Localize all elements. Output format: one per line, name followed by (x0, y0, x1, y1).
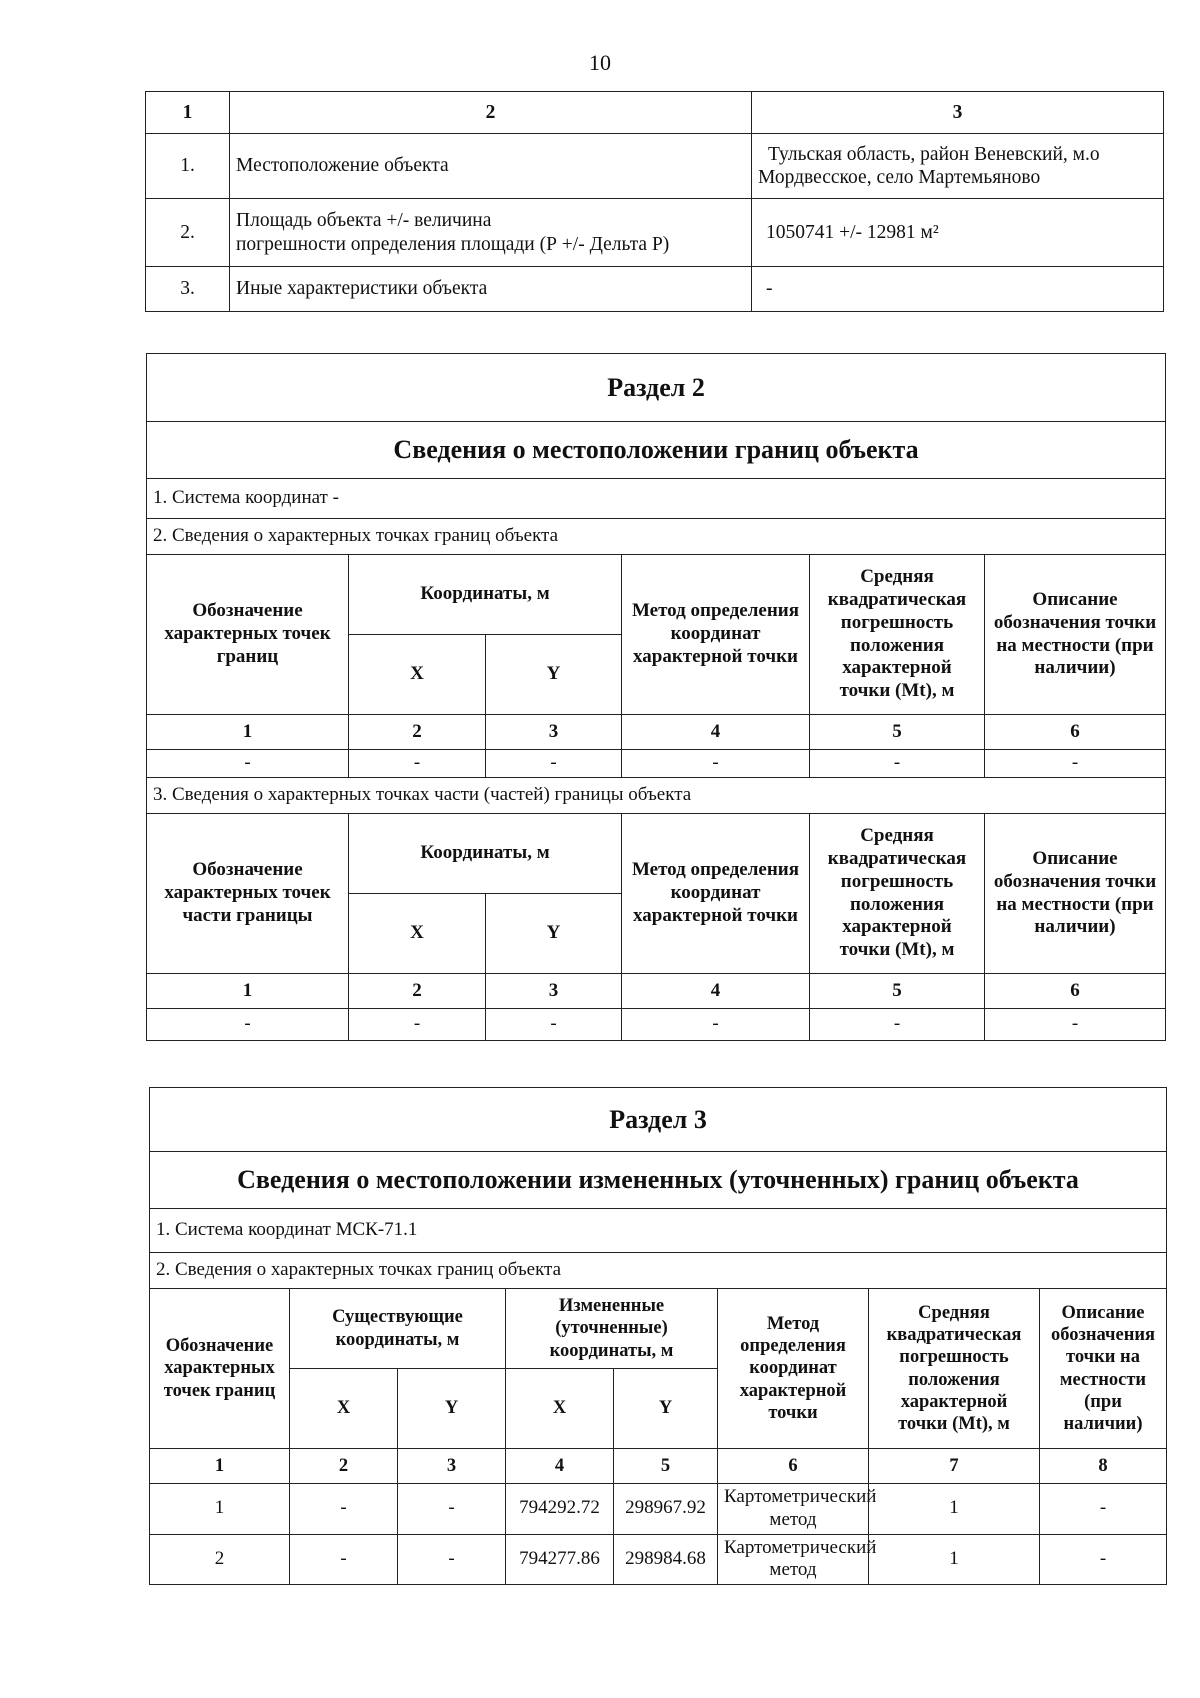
col-number: 2 (349, 974, 486, 1009)
col-number: 6 (985, 715, 1166, 750)
cell: - (622, 750, 810, 778)
col-description: Описание обозначения точки на местности (при наличии) (985, 555, 1166, 715)
section-2-table (146, 353, 1166, 1041)
section-subtitle: Сведения о местоположении границ объекта (147, 422, 1166, 479)
row-name (230, 199, 752, 267)
table-row (147, 1009, 1166, 1041)
col-coordinates: Координаты, м (349, 555, 622, 635)
col-error: Средняя квадратическая погрешность положения характерной точки (Mt), м (810, 814, 985, 974)
row-number: 3. (146, 267, 230, 312)
col-y: Y (614, 1369, 718, 1449)
cell: - (985, 1009, 1166, 1041)
changed-y: 298984.68 (614, 1534, 718, 1585)
cell: - (810, 1009, 985, 1041)
description: - (1040, 1484, 1167, 1535)
point-id: 1 (150, 1484, 290, 1535)
table-row (147, 750, 1166, 778)
col-x: X (506, 1369, 614, 1449)
table-header-row (146, 92, 1164, 134)
section-3-table (149, 1087, 1167, 1585)
points-heading: 2. Сведения о характерных точках границ объекта (150, 1253, 1167, 1289)
col-y: Y (398, 1369, 506, 1449)
col-number: 4 (622, 974, 810, 1009)
cell: - (147, 750, 349, 778)
cell: - (349, 1009, 486, 1041)
row-number: 1. (146, 134, 230, 199)
point-id: 2 (150, 1534, 290, 1585)
cell: - (622, 1009, 810, 1041)
existing-y: - (398, 1484, 506, 1535)
value-line: Мордвесское, село Мартемьяново (758, 167, 1041, 188)
col-number: 6 (985, 974, 1166, 1009)
error-value: 1 (869, 1484, 1040, 1535)
col-error: Средняя квадратическая погрешность положения характерной точки (Mt), м (869, 1289, 1040, 1449)
table-row (150, 1534, 1167, 1585)
col-number: 5 (810, 715, 985, 750)
col-designation: Обозначение характерных точек границ (147, 555, 349, 715)
col-error: Средняя квадратическая погрешность положения характерной точки (Mt), м (810, 555, 985, 715)
col-number: 7 (869, 1449, 1040, 1484)
coordinate-system: 1. Система координат - (147, 479, 1166, 519)
row-name: Местоположение объекта (230, 134, 752, 199)
row-name: Иные характеристики объекта (230, 267, 752, 312)
table-row (146, 267, 1164, 312)
col-designation-part: Обозначение характерных точек части границы (147, 814, 349, 974)
col-x: X (349, 635, 486, 715)
cell: - (486, 1009, 622, 1041)
object-characteristics-table (145, 91, 1164, 312)
col-number: 6 (718, 1449, 869, 1484)
table-row (150, 1484, 1167, 1535)
table-row (146, 199, 1164, 267)
changed-x: 794277.86 (506, 1534, 614, 1585)
value-line: Тульская область, район Веневский, м.о (768, 143, 1100, 165)
section-title: Раздел 2 (147, 354, 1166, 422)
row-value: - (752, 267, 1164, 312)
col-number: 2 (349, 715, 486, 750)
section-subtitle: Сведения о местоположении измененных (уточненных) границ объекта (150, 1152, 1167, 1209)
existing-y: - (398, 1534, 506, 1585)
error-value: 1 (869, 1534, 1040, 1585)
column-number-row (150, 1449, 1167, 1484)
col-method: Метод определения координат характерной точки (622, 814, 810, 974)
col-description: Описание обозначения точки на местности (при наличии) (1040, 1289, 1167, 1449)
points-heading: 2. Сведения о характерных точках границ объекта (147, 519, 1166, 555)
col-number: 2 (290, 1449, 398, 1484)
col-number: 3 (486, 974, 622, 1009)
col-x: X (349, 894, 486, 974)
column-number-row (147, 715, 1166, 750)
col-number: 4 (622, 715, 810, 750)
col-method: Метод определения координат характерной точки (718, 1289, 869, 1449)
col-changed-coordinates: Измененные (уточненные) координаты, м (506, 1289, 718, 1369)
header-cell: 1 (146, 92, 230, 134)
cell: - (985, 750, 1166, 778)
cell: - (486, 750, 622, 778)
col-number: 8 (1040, 1449, 1167, 1484)
col-number: 1 (150, 1449, 290, 1484)
coordinate-system: 1. Система координат МСК-71.1 (150, 1209, 1167, 1253)
col-number: 3 (486, 715, 622, 750)
changed-y: 298967.92 (614, 1484, 718, 1535)
col-y: Y (486, 894, 622, 974)
header-cell: 2 (230, 92, 752, 134)
row-value: 1050741 +/- 12981 м² (752, 199, 1164, 267)
cell: - (147, 1009, 349, 1041)
existing-x: - (290, 1484, 398, 1535)
col-x: X (290, 1369, 398, 1449)
parts-heading: 3. Сведения о характерных точках части (частей) границы объекта (147, 778, 1166, 814)
page-number: 10 (589, 50, 611, 75)
col-number: 1 (147, 974, 349, 1009)
col-number: 4 (506, 1449, 614, 1484)
existing-x: - (290, 1534, 398, 1585)
cell: - (349, 750, 486, 778)
col-number: 5 (810, 974, 985, 1009)
col-coordinates: Координаты, м (349, 814, 622, 894)
section-title: Раздел 3 (150, 1088, 1167, 1152)
changed-x: 794292.72 (506, 1484, 614, 1535)
method: Картометрический метод (718, 1534, 869, 1585)
name-line: погрешности определения площади (Р +/- Дельта Р) (236, 233, 670, 255)
name-line: Площадь объекта +/- величина (236, 210, 492, 232)
col-number: 1 (147, 715, 349, 750)
description: - (1040, 1534, 1167, 1585)
column-number-row (147, 974, 1166, 1009)
col-y: Y (486, 635, 622, 715)
col-description: Описание обозначения точки на местности (при наличии) (985, 814, 1166, 974)
table-row (146, 134, 1164, 199)
col-designation: Обозначение характерных точек границ (150, 1289, 290, 1449)
col-number: 3 (398, 1449, 506, 1484)
cell: - (810, 750, 985, 778)
col-number: 5 (614, 1449, 718, 1484)
col-method: Метод определения координат характерной точки (622, 555, 810, 715)
col-existing-coordinates: Существующие координаты, м (290, 1289, 506, 1369)
row-value (752, 134, 1164, 199)
row-number: 2. (146, 199, 230, 267)
header-cell: 3 (752, 92, 1164, 134)
method: Картометрический метод (718, 1484, 869, 1535)
